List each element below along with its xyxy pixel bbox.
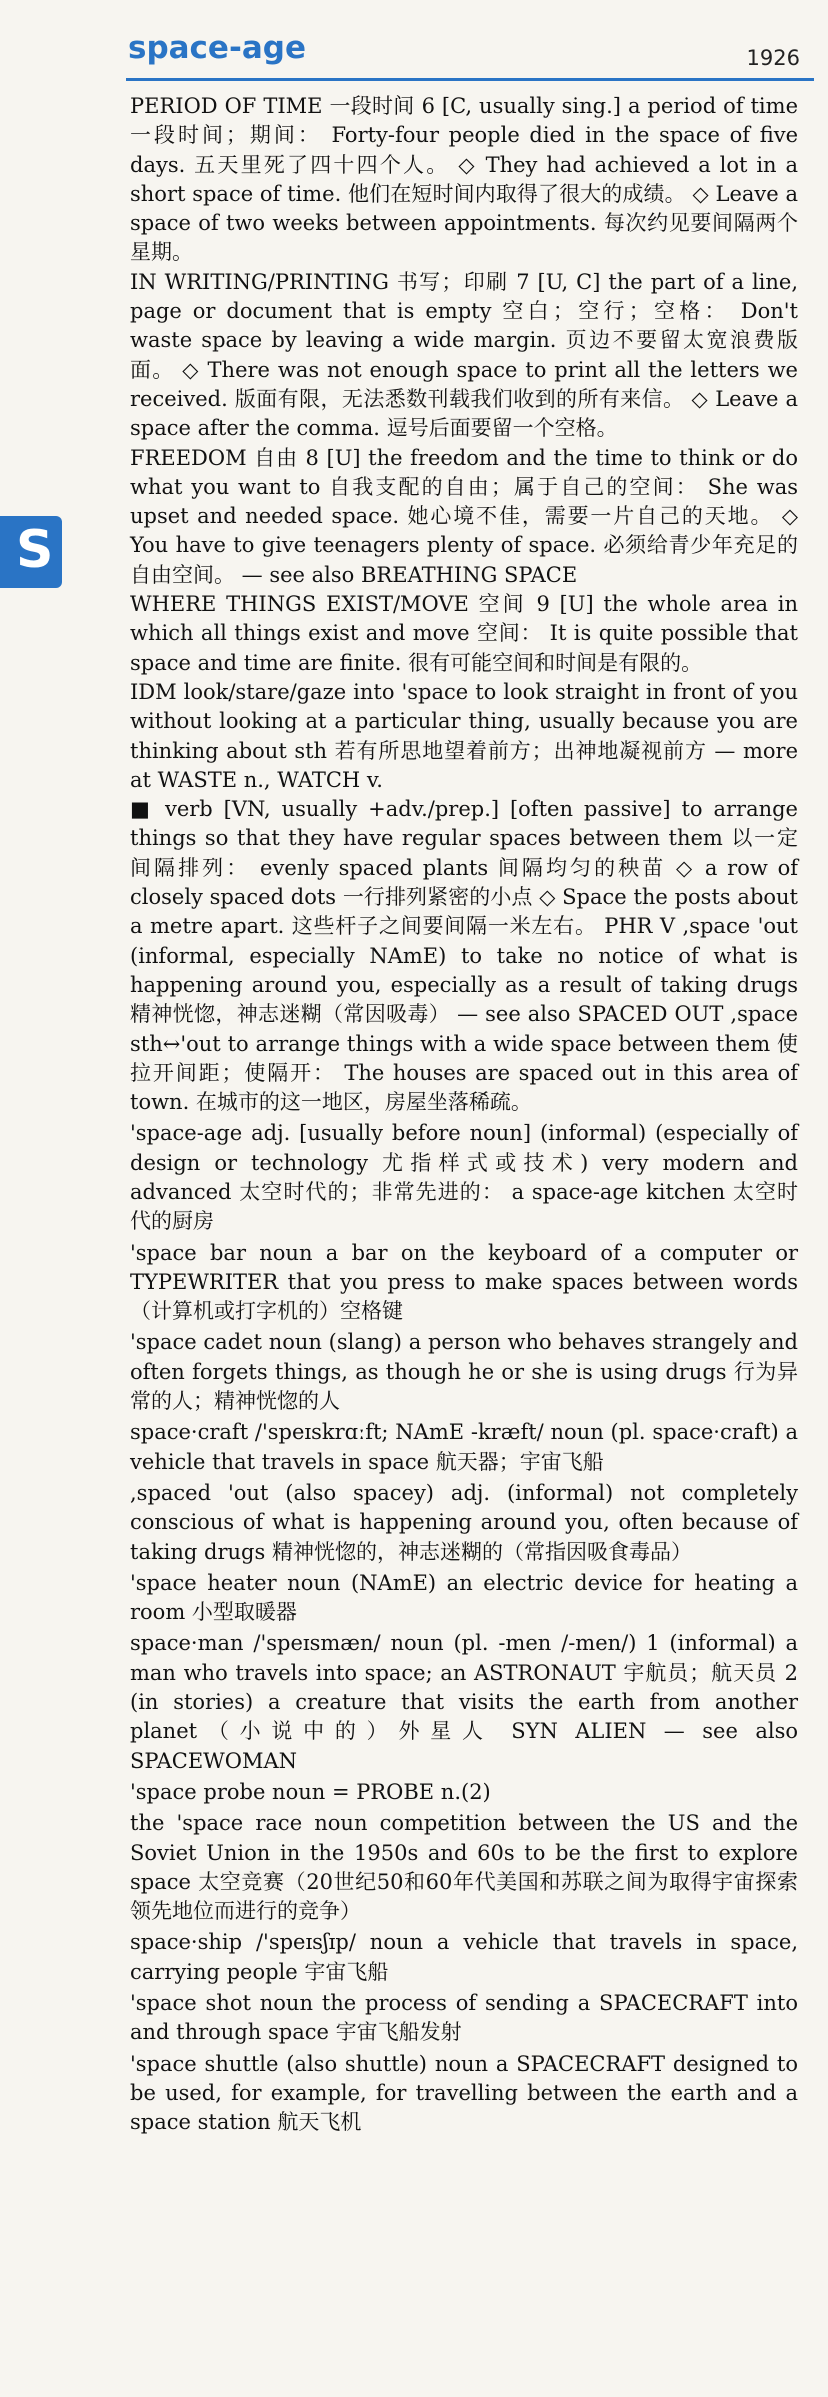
entry-space-probe: 'space probe noun = PROBE n.(2) xyxy=(130,1779,491,1804)
verb-section: ■ verb [VN, usually +adv./prep.] [often passive] to arrange things so that they have regular spaces between them 以一定间隔排列： evenly spaced plants 间隔均匀的秧苗 ◇ a row of closely spaced dots 一行排列紧密的小点 ◇ Space the posts about a metre apart. 这些杆子之间要间隔一米左右。 PHR V ,space 'out (informal, especially NAmE) to take no notice of what is happening around you, especially as a result of taking drugs 精神恍惚，神志迷糊（常因吸毒） — see also SPACED OUT ,space sth↔'out to arrange things with a wide space between them 使拉开间距；使隔开： The houses are spaced out in this area of town. 在城市的这一地区，房屋坐落稀疏。 xyxy=(130,797,798,1115)
entry-space-age: 'space-age adj. [usually before noun] (informal) (especially of design or technology 尤指样式或技术) very modern and advanced 太空时代的；非常先进的： a space-age kitchen 太空时代的厨房 xyxy=(130,1121,798,1234)
sense-freedom: FREEDOM 自由 8 [U] the freedom and the time to think or do what you want to 自我支配的自由；属于自己的空间： She was upset and needed space. 她心境不佳，需要一片自己的天地。 ◇ You have to give teenagers plenty of space. 必须给青少年充足的自由空间。 — see also BREATHING SPACE xyxy=(130,445,798,587)
entry-space-heater: 'space heater noun (NAmE) an electric device for heating a room 小型取暖器 xyxy=(130,1570,798,1625)
letter-thumb-tab xyxy=(0,516,62,588)
entry-space-race: the 'space race noun competition between the US and the Soviet Union in the 1950s and 60s to be the first to explore space 太空竞赛（20世纪50和60年代美国和苏联之间为取得宇宙探索领先地位而进行的竞争） xyxy=(130,1811,798,1924)
entry-space-shot: 'space shot noun the process of sending a SPACECRAFT into and through space 宇宙飞船发射 xyxy=(130,1991,798,2045)
entry-spaceship: space·ship /'speɪsʃɪp/ noun a vehicle that travels in space, carrying people 宇宙飞船 xyxy=(130,1930,798,1984)
sense-period-of-time: PERIOD OF TIME 一段时间 6 [C, usually sing.] a period of time 一段时间；期间： Forty-four people died in the space of five days. 五天里死了四十四个人。 ◇ They had achieved a lot in a short space of time. 他们在短时间内取得了很大的成绩。 ◇ Leave a space of two weeks between appointments. 每次约见要间隔两个星期。 xyxy=(130,94,798,265)
letter-tab-label: S xyxy=(16,520,54,580)
entry-space-bar: 'space bar noun a bar on the keyboard of a computer or TYPEWRITER that you press to make spaces between words（计算机或打字机的）空格键 xyxy=(130,1240,798,1324)
idiom-look-into-space: IDM look/stare/gaze into 'space to look straight in front of you without looking at a particular thing, usually because you are thinking about sth 若有所思地望着前方；出神地凝视前方 — more at WASTE n., WATCH v. xyxy=(130,679,798,792)
entry-space-cadet: 'space cadet noun (slang) a person who behaves strangely and often forgets things, as though he or she is using drugs 行为异常的人；精神恍惚的人 xyxy=(130,1330,798,1414)
entry-spacecraft: space·craft /'speɪskrɑːft; NAmE -kræft/ noun (pl. space·craft) a vehicle that travels in space 航天器；宇宙飞船 xyxy=(130,1420,798,1474)
page-number: 1926 xyxy=(746,46,800,70)
entry-spaceman: space·man /'speɪsmæn/ noun (pl. -men /-men/) 1 (informal) a man who travels into space; an ASTRONAUT 宇航员；航天员 2 (in stories) a creature that visits the earth from another planet（小说中的）外星人 SYN ALIEN — see also SPACEWOMAN xyxy=(130,1631,798,1773)
header-rule xyxy=(126,78,814,81)
sense-where-things-exist: WHERE THINGS EXIST/MOVE 空间 9 [U] the whole area in which all things exist and move 空间： It is quite possible that space and time are finite. 很有可能空间和时间是有限的。 xyxy=(130,592,798,675)
running-headword: space-age xyxy=(128,30,306,66)
entry-space-shuttle: 'space shuttle (also shuttle) noun a SPACECRAFT designed to be used, for example, for travelling between the earth and a space station 航天飞机 xyxy=(130,2051,798,2135)
entry-spaced-out: ,spaced 'out (also spacey) adj. (informal) not completely conscious of what is happening around you, often because of taking drugs 精神恍惚的，神志迷糊的（常指因吸食毒品） xyxy=(130,1480,798,1564)
sense-in-writing-printing: IN WRITING/PRINTING 书写；印刷 7 [U, C] the part of a line, page or document that is empty 空白；空行；空格： Don't waste space by leaving a wide margin. 页边不要留太宽浪费版面。 ◇ There was not enough space to print all the letters we received. 版面有限，无法悉数刊载我们收到的所有来信。 ◇ Leave a space after the comma. 逗号后面要留一个空格。 xyxy=(130,269,798,441)
entries-column xyxy=(130,92,798,2137)
